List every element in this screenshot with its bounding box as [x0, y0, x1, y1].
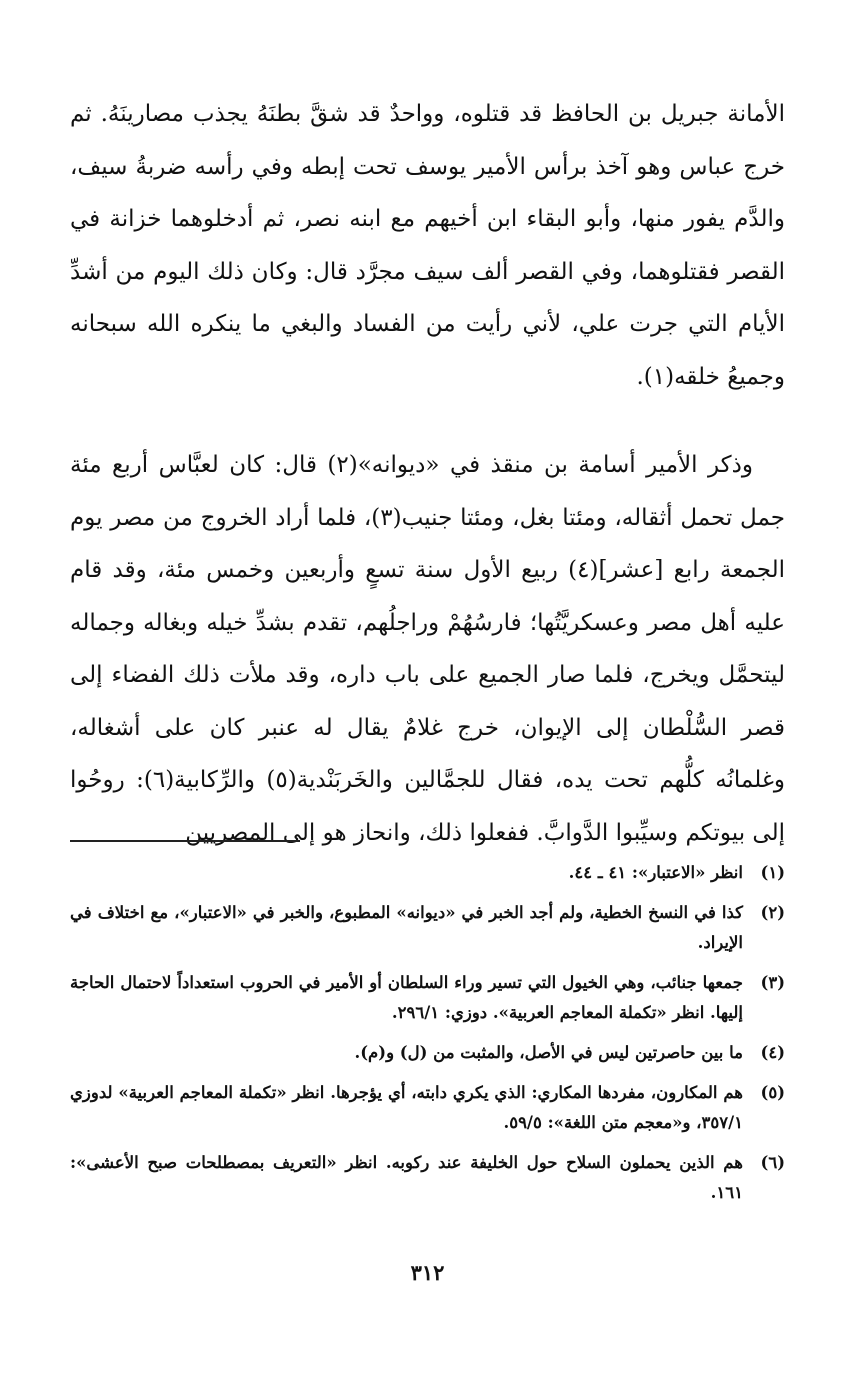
footnote-2	[70, 898, 785, 958]
footnote-4	[70, 1038, 785, 1068]
footnote-5	[70, 1078, 785, 1138]
footnote-text: جمعها جنائب، وهي الخيول التي تسير وراء السلطان أو الأمير في الحروب استعداداً لاحتمال الحاجة إليها. انظر «تكملة المعاجم العربية». دوزي: ٢٩٦/١.	[70, 973, 743, 1022]
footnote-text: انظر «الاعتبار»: ٤١ ـ ٤٤.	[568, 863, 743, 882]
footnote-3	[70, 968, 785, 1028]
footnote-text: ما بين حاصرتين ليس في الأصل، والمثبت من (ل) و(م).	[354, 1043, 743, 1062]
footnote-6	[70, 1148, 785, 1208]
footnote-number: (٤)	[760, 1043, 785, 1062]
footnote-text: كذا في النسخ الخطية، ولم أجد الخبر في «ديوانه» المطبوع، والخبر في «الاعتبار»، مع اختلاف في الإيراد.	[70, 903, 743, 952]
footnote-text: هم المكارون، مفردها المكاري: الذي يكري دابته، أي يؤجرها. انظر «تكملة المعاجم العربية» لدوزي ٣٥٧/١، و«معجم متن اللغة»: ٥٩/٥.	[70, 1083, 743, 1132]
footnote-1	[70, 858, 785, 888]
footnote-number: (٥)	[760, 1083, 785, 1102]
footnotes-section	[70, 858, 785, 1218]
footnote-number: (١)	[760, 863, 785, 882]
body-paragraph-1: الأمانة جبريل بن الحافظ قد قتلوه، وواحدٌ قد شقَّ بطنَهُ يجذب مصارينَهُ. ثم خرج عباس وهو آخذ برأس الأمير يوسف تحت إبطه وفي رأسه ضربةُ سيف، والدَّم يفور منها، وأبو البقاء ابن أخيهم مع ابنه نصر، ثم أدخلوهما خزانة في القصر فقتلوهما، وفي القصر ألف سيف مجرَّد قال: وكان ذلك اليوم من أشدِّ الأيام التي جرت علي، لأني رأيت من الفساد والبغي ما ينكره الله سبحانه وجميعُ خلقه(١).	[70, 101, 785, 390]
book-page	[70, 88, 785, 1377]
footnote-number: (٣)	[760, 973, 785, 992]
body-paragraph-2: وذكر الأمير أسامة بن منقذ في «ديوانه»(٢) قال: كان لعبَّاس أربع مئة جمل تحمل أثقاله، ومئتا بغل، ومئتا جنيب(٣)، فلما أراد الخروج من مصر يوم الجمعة رابع [عشر](٤) ربيع الأول سنة تسعٍ وأربعين وخمس مئة، وقد قام عليه أهل مصر وعسكريَّتُها؛ فارسُهُمْ وراجلُهم، تقدم بشدِّ خيله وبغاله وجماله ليتحمَّل ويخرج، فلما صار الجميع على باب داره، وقد ملأت ذلك الفضاء إلى قصر السُّلْطان إلى الإيوان، خرج غلامٌ يقال له عنبر كان على أشغاله، وغلمانُه كلُّهم تحت يده، فقال للجمَّالين والخَربَنْدية(٥) والرِّكابية(٦): روحُوا إلى بيوتكم وسيِّبوا الدَّوابَّ. ففعلوا ذلك، وانحاز هو إلى المصريين	[70, 452, 785, 846]
footnote-number: (٢)	[760, 903, 785, 922]
footnote-separator	[70, 840, 300, 842]
footnote-number: (٦)	[760, 1153, 785, 1172]
page-number: ٣١٢	[410, 1260, 445, 1285]
footnote-text: هم الذين يحملون السلاح حول الخليفة عند ركوبه. انظر «التعريف بمصطلحات صبح الأعشى»: ١٦١.	[70, 1153, 743, 1202]
